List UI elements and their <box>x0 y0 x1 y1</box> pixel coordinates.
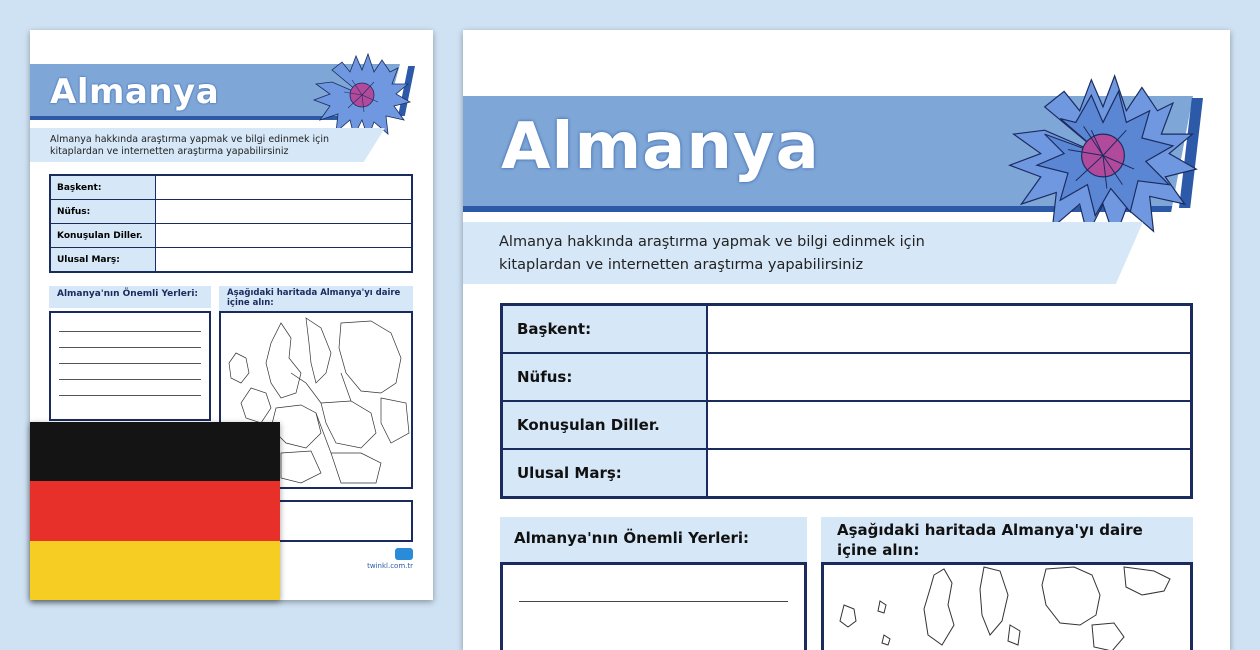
worksheet-title: Almanya <box>501 110 820 184</box>
intro-line-1: Almanya hakkında araştırma yapmak ve bilgi edinmek için <box>499 234 925 250</box>
flag-stripe-red <box>30 481 280 540</box>
table-row <box>502 401 1192 449</box>
map-heading-line-1: Aşağıdaki haritada Almanya'yı daire <box>837 521 1143 539</box>
field-label: Başkent: <box>50 175 156 200</box>
footer-site: twinkl.com.tr <box>367 562 413 570</box>
table-row <box>50 200 412 224</box>
places-writing-area[interactable] <box>49 311 211 421</box>
flag-stripe-gold <box>30 541 280 600</box>
map-heading <box>821 517 1193 563</box>
table-row <box>502 305 1192 354</box>
field-label: Ulusal Marş: <box>502 449 708 498</box>
field-label: Nüfus: <box>50 200 156 224</box>
field-label: Başkent: <box>502 305 708 354</box>
places-writing-area[interactable] <box>500 562 807 650</box>
field-answer[interactable] <box>156 248 413 273</box>
info-table <box>500 303 1193 499</box>
intro-line-2: kitaplardan ve internetten araştırma yapabilirsiniz <box>499 257 864 273</box>
field-answer[interactable] <box>156 175 413 200</box>
info-table <box>49 174 413 273</box>
map-heading-line-2: içine alın: <box>837 541 920 559</box>
worksheet-title: Almanya <box>50 72 220 112</box>
field-label: Ulusal Marş: <box>50 248 156 273</box>
europe-map-icon <box>824 565 1190 650</box>
field-answer[interactable] <box>707 353 1192 401</box>
map-area[interactable] <box>821 562 1193 650</box>
intro-text <box>499 231 1059 277</box>
field-answer[interactable] <box>707 305 1192 354</box>
table-row <box>502 353 1192 401</box>
field-answer[interactable] <box>707 401 1192 449</box>
cornflower-icon <box>1003 68 1203 243</box>
twinkl-logo-icon <box>395 548 413 560</box>
flag-stripe-black <box>30 422 280 481</box>
field-answer[interactable] <box>156 200 413 224</box>
cornflower-icon <box>312 50 412 140</box>
field-answer[interactable] <box>707 449 1192 498</box>
intro-text: Almanya hakkında araştırma yapmak ve bilgi edinmek için kitaplardan ve internetten araştırma yapabilirsiniz <box>50 134 330 157</box>
places-heading: Almanya'nın Önemli Yerleri: <box>49 286 211 308</box>
worksheet-preview-large <box>463 30 1230 650</box>
table-row <box>50 175 412 200</box>
field-label: Konuşulan Diller. <box>502 401 708 449</box>
places-heading: Almanya'nın Önemli Yerleri: <box>500 517 807 563</box>
table-row <box>50 224 412 248</box>
field-label: Konuşulan Diller. <box>50 224 156 248</box>
field-answer[interactable] <box>156 224 413 248</box>
germany-flag <box>30 422 280 600</box>
field-label: Nüfus: <box>502 353 708 401</box>
map-heading: Aşağıdaki haritada Almanya'yı daire içine alın: <box>219 286 413 312</box>
table-row <box>502 449 1192 498</box>
table-row <box>50 248 412 273</box>
